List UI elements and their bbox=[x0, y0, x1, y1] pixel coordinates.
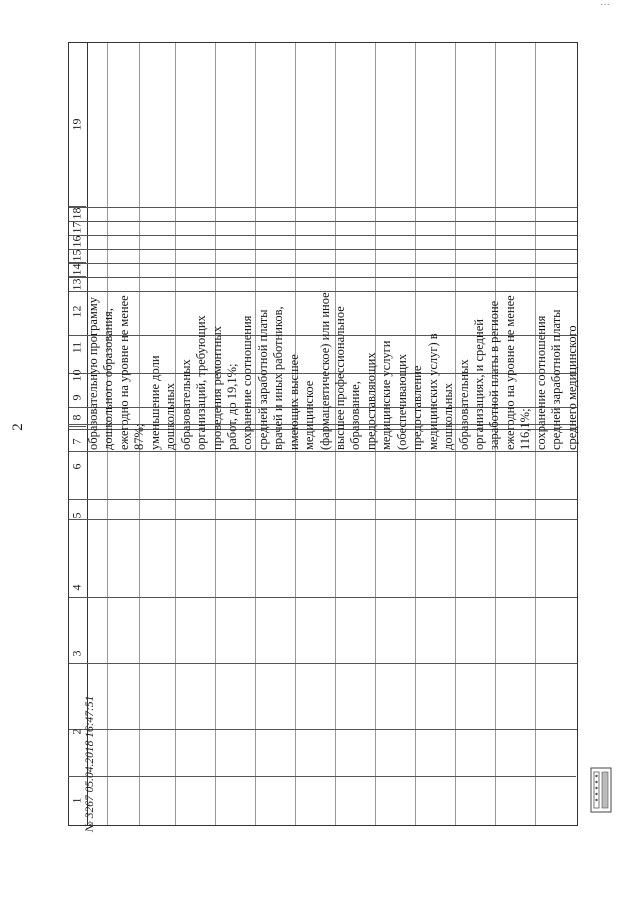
column-19-line: дошкольных bbox=[441, 382, 456, 450]
scan-artifact: ··· bbox=[600, 0, 610, 11]
column-19-line: высшее профессиональное bbox=[333, 306, 347, 450]
stamp-text: № 3267 05.04.2018 16:47:51 bbox=[84, 695, 96, 832]
column-19-line: организаций, требующих bbox=[194, 315, 209, 450]
column-header-10: 10 bbox=[69, 369, 84, 381]
column-19-line: работ, до 19,1%; bbox=[224, 363, 239, 450]
column-19-line: имеющих высшее bbox=[286, 354, 301, 450]
column-19-line: предоставляющих bbox=[363, 352, 378, 450]
column-19-line: сохранение соотношения bbox=[533, 315, 548, 450]
column-19-line: медицинское bbox=[302, 380, 317, 450]
column-19-line: проведения ремонтных bbox=[209, 325, 224, 450]
column-header-2: 2 bbox=[69, 728, 84, 734]
column-19-line: врачей и иных работников, bbox=[271, 306, 286, 450]
column-19-line: медицинские услуги bbox=[379, 340, 394, 450]
column-19-line: сохранение соотношения bbox=[240, 315, 255, 450]
column-19-line: ежегодно на уровне не менее bbox=[116, 295, 131, 450]
column-19-line: образовательную программу bbox=[86, 296, 100, 450]
column-19-text bbox=[86, 44, 579, 454]
column-separator bbox=[69, 597, 577, 598]
column-header-1: 1 bbox=[69, 797, 84, 803]
column-header-9: 9 bbox=[69, 394, 84, 400]
column-19-line: предоставление bbox=[410, 365, 425, 450]
column-separator bbox=[68, 776, 576, 777]
header-separator bbox=[68, 426, 86, 427]
seal-icon bbox=[588, 766, 614, 814]
column-19-line: 116,1%; bbox=[518, 408, 533, 450]
header-separator bbox=[68, 262, 86, 263]
column-header-12: 12 bbox=[69, 305, 84, 317]
column-19-line: (фармацевтическое) или иное bbox=[317, 292, 332, 450]
column-header-17: 17 bbox=[69, 221, 84, 233]
seal-logo bbox=[588, 766, 614, 814]
column-separator bbox=[69, 499, 577, 500]
column-19-line: медицинских услуг) в bbox=[425, 333, 440, 450]
column-header-6: 6 bbox=[69, 463, 84, 469]
column-header-16: 16 bbox=[69, 235, 84, 247]
column-19-line: образовательных bbox=[456, 359, 471, 450]
column-separator bbox=[69, 663, 577, 664]
column-19-line: организациях, и средней bbox=[471, 319, 486, 450]
column-19-line: средней заработной платы bbox=[255, 309, 270, 450]
column-19-line: уменьшение доли bbox=[147, 355, 162, 450]
column-19-line: (обеспечивающих bbox=[394, 353, 409, 450]
column-header-14: 14 bbox=[69, 263, 84, 275]
column-19-line: образование, bbox=[348, 381, 363, 450]
column-19-line: заработной платы в регионе bbox=[487, 300, 502, 450]
column-19-line: ежегодно на уровне не менее bbox=[502, 295, 517, 450]
column-header-19: 19 bbox=[69, 118, 84, 130]
column-19-cell bbox=[86, 44, 579, 454]
column-19-line: средней заработной платы bbox=[549, 309, 564, 450]
column-19-line: образовательных bbox=[178, 359, 193, 450]
column-19-line: дошкольных bbox=[163, 382, 178, 450]
column-19-line: среднего медицинского bbox=[564, 325, 579, 450]
column-header-15: 15 bbox=[69, 249, 84, 261]
header-separator bbox=[68, 206, 86, 207]
column-separator bbox=[69, 729, 577, 730]
column-header-11: 11 bbox=[69, 341, 84, 353]
column-header-18: 18 bbox=[69, 207, 84, 219]
column-header-8: 8 bbox=[69, 414, 84, 420]
column-separator bbox=[69, 519, 577, 520]
column-header-4: 4 bbox=[69, 584, 84, 590]
header-separator bbox=[68, 276, 86, 277]
column-header-7: 7 bbox=[69, 438, 84, 444]
column-header-3: 3 bbox=[69, 650, 84, 656]
column-19-line: дошкольного образования, bbox=[101, 308, 116, 450]
column-19-line: 87%; bbox=[132, 423, 147, 450]
page-number: 2 bbox=[10, 423, 26, 431]
column-header-5: 5 bbox=[69, 512, 84, 518]
column-header-13: 13 bbox=[69, 278, 84, 290]
registration-stamp bbox=[76, 600, 112, 840]
